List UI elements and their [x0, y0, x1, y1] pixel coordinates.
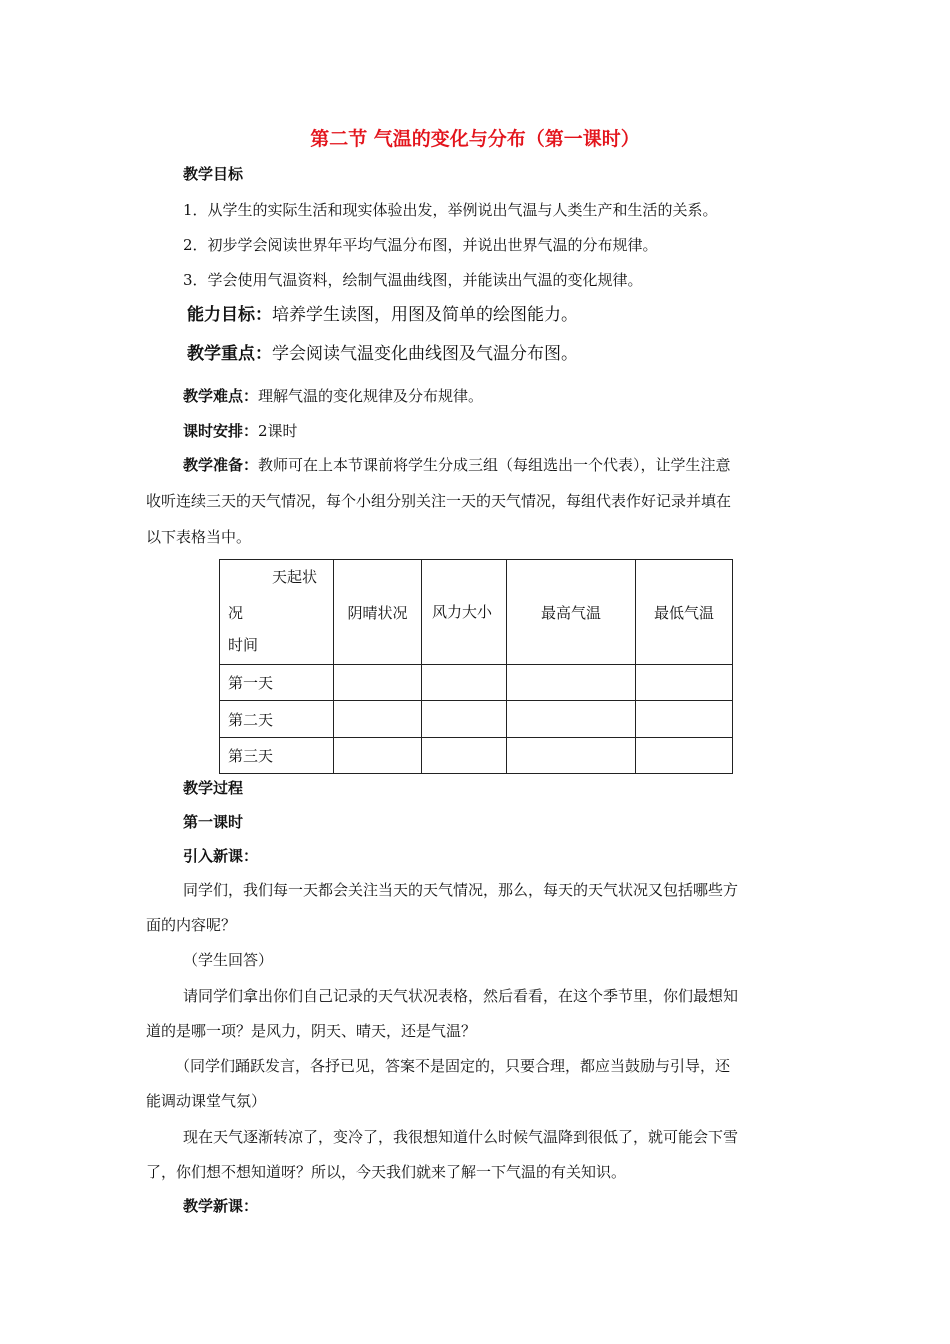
goal-item-1: 1．从学生的实际生活和现实体验出发，举例说出气温与人类生产和生活的关系。 — [183, 201, 718, 219]
prep-line-2: 收听连续三天的天气情况，每个小组分别关注一天的天气情况，每组代表作好记录并填在 — [146, 492, 732, 510]
ability-goal-value: 培养学生读图，用图及简单的绘图能力。 — [272, 305, 578, 325]
ability-goal — [187, 305, 578, 325]
goal-item-3: 3．学会使用气温资料，绘制气温曲线图，并能读出气温的变化规律。 — [183, 271, 643, 289]
header-min-temp: 最低气温 — [636, 560, 733, 665]
table-cell — [507, 665, 636, 701]
paragraph-4-line-1: （同学们踊跃发言，各抒已见，答案不是固定的，只要合理，都应当鼓励与引导，还 — [175, 1057, 731, 1075]
paragraph-2: （学生回答） — [183, 951, 274, 969]
paragraph-5-line-1: 现在天气逐渐转凉了，变冷了，我很想知道什么时候气温降到很低了，就可能会下雪 — [183, 1128, 739, 1146]
prep-line-3: 以下表格当中。 — [146, 528, 252, 546]
table-corner-cell — [220, 560, 334, 665]
schedule — [183, 421, 298, 441]
paragraph-3-line-1: 请同学们拿出你们自己记录的天气状况表格，然后看看，在这个季节里，你们最想知 — [183, 987, 739, 1005]
row-label-day-1: 第一天 — [220, 665, 334, 701]
new-lesson-heading: 教学新课： — [183, 1197, 259, 1215]
header-max-temp: 最高气温 — [507, 560, 636, 665]
corner-bottom-text: 时间 — [228, 636, 259, 654]
key-point — [187, 344, 578, 364]
table-cell — [636, 701, 733, 738]
paragraph-4-line-2: 能调动课堂气氛） — [146, 1092, 267, 1110]
table-cell — [422, 701, 507, 738]
key-point-value: 学会阅读气温变化曲线图及气温分布图。 — [272, 344, 578, 364]
table-row — [220, 665, 733, 701]
row-label-day-3: 第三天 — [220, 738, 334, 774]
header-sky: 阴晴状况 — [334, 560, 422, 665]
difficulty-value: 理解气温的变化规律及分布规律。 — [258, 387, 484, 405]
table-header-row — [220, 560, 733, 665]
table-cell — [334, 738, 422, 774]
table-cell — [422, 665, 507, 701]
page-title: 第二节 气温的变化与分布（第一课时） — [310, 128, 640, 150]
difficulty-label: 教学难点： — [183, 387, 259, 405]
schedule-value: 2课时 — [258, 422, 298, 440]
table-row — [220, 738, 733, 774]
prep-line-1 — [183, 455, 731, 475]
table-cell — [636, 738, 733, 774]
goals-heading: 教学目标 — [183, 165, 244, 183]
table-cell — [507, 738, 636, 774]
key-point-label: 教学重点： — [187, 344, 272, 364]
paragraph-1-line-2: 面的内容呢？ — [146, 916, 237, 934]
ability-goal-label: 能力目标： — [187, 305, 272, 325]
paragraph-5-line-2: 了，你们想不想知道呀？所以，今天我们就来了解一下气温的有关知识。 — [146, 1163, 627, 1181]
paragraph-1-line-1: 同学们，我们每一天都会关注当天的天气情况，那么，每天的天气状况又包括哪些方 — [183, 881, 739, 899]
corner-top-text: 天起状 — [272, 568, 318, 586]
corner-mid-text: 况 — [228, 604, 244, 622]
paragraph-3-line-2: 道的是哪一项？是风力，阴天、晴天，还是气温？ — [146, 1022, 477, 1040]
process-heading: 教学过程 — [183, 779, 244, 797]
table-cell — [334, 701, 422, 738]
prep-text-1: 教师可在上本节课前将学生分成三组（每组选出一个代表），让学生注意 — [258, 456, 731, 474]
table-cell — [636, 665, 733, 701]
prep-label: 教学准备： — [183, 456, 259, 474]
table-cell — [507, 701, 636, 738]
table-cell — [422, 738, 507, 774]
table-cell — [334, 665, 422, 701]
intro-heading: 引入新课： — [183, 847, 259, 865]
header-wind: 风力大小 — [422, 560, 507, 665]
lesson-heading: 第一课时 — [183, 813, 244, 831]
weather-record-table — [219, 559, 733, 774]
goal-item-2: 2．初步学会阅读世界年平均气温分布图，并说出世界气温的分布规律。 — [183, 236, 658, 254]
schedule-label: 课时安排： — [183, 422, 259, 440]
difficulty — [183, 386, 483, 406]
row-label-day-2: 第二天 — [220, 701, 334, 738]
table-row — [220, 701, 733, 738]
